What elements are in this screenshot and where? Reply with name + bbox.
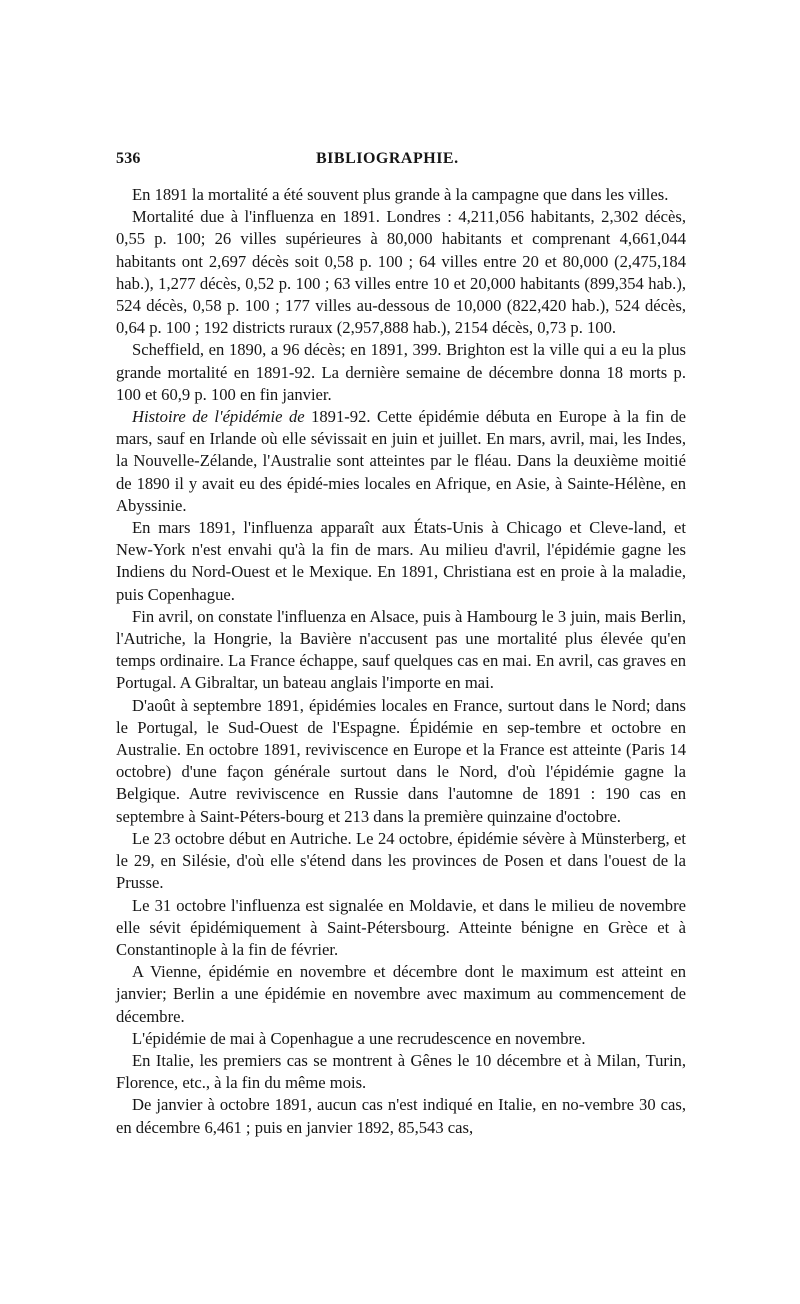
book-page	[116, 150, 686, 1139]
paragraph-rural-mortality	[116, 184, 686, 206]
paragraph-text: En Italie, les premiers cas se montrent à Gênes le 10 décembre et à Milan, Turin, Florence, etc., à la fin du même mois.	[116, 1050, 686, 1093]
paragraph-text: 1891-92. Cette épidémie débuta en Europe à la fin de mars, sauf en Irlande où elle sévissait en juin et juillet. En mars, avril, mai, les Indes, la Nouvelle-Zélande, l'Australie sont atteintes par le fléau. Dans la deuxième moitié de 1890 il y avait eu des épidé-mies locales en Afrique, en Asie, à Sainte-Hélène, en Abyssinie.	[116, 407, 686, 515]
running-header	[116, 150, 686, 176]
paragraph-italy-first-cases	[116, 1050, 686, 1094]
paragraph-text: En 1891 la mortalité a été souvent plus grande à la campagne que dans les villes.	[132, 185, 669, 204]
paragraph-text: L'épidémie de mai à Copenhague a une recrudescence en novembre.	[132, 1028, 586, 1048]
paragraph-text: A Vienne, épidémie en novembre et décembre dont le maximum est atteint en janvier; Berlin a une épidémie en novembre avec maximum au commencement de décembre.	[116, 962, 686, 1026]
paragraph-influenza-mortality-stats	[116, 206, 686, 339]
paragraph-moldavia	[116, 895, 686, 962]
paragraph-austria-silesia	[116, 828, 686, 895]
paragraph-text: Le 31 octobre l'influenza est signalée en Moldavie, et dans le milieu de novembre elle sévit épidémiquement à Saint-Pétersbourg. Atteinte bénigne en Grèce et à Constantinople à la fin de février.	[116, 895, 686, 959]
paragraph-text: Scheffield, en 1890, a 96 décès; en 1891, 399. Brighton est la ville qui a eu la plus grande mortalité en 1891-92. La dernière semaine de décembre donna 18 morts p. 100 et 60,9 p. 100 en fin janvier.	[116, 340, 686, 404]
paragraph-august-september	[116, 695, 686, 828]
paragraph-vienna-berlin	[116, 961, 686, 1028]
paragraph-epidemic-history	[116, 406, 686, 517]
paragraph-united-states	[116, 517, 686, 606]
paragraph-italy-counts	[116, 1094, 686, 1138]
paragraph-text: Fin avril, on constate l'influenza en Alsace, puis à Hambourg le 3 juin, mais Berlin, l'Autriche, la Hongrie, la Bavière n'accusent pas une mortalité plus élevée qu'en temps ordinaire. La France échappe, sauf quelques cas en mai. En avril, cas graves en Portugal. A Gibraltar, un bateau anglais l'importe en mai.	[116, 606, 686, 693]
paragraph-text: D'août à septembre 1891, épidémies locales en France, surtout dans le Nord; dans le Portugal, le Sud-Ouest de l'Espagne. Épidémie en sep-tembre et octobre en Australie. En octobre 1891, reviviscence en Europe et la France est atteinte (Paris 14 octobre) d'une façon générale surtout dans le Nord, d'où l'épidémie gagne la Belgique. Autre reviviscence en Russie dans l'automne de 1891 : 190 cas en septembre à Saint-Péters-bourg et 213 dans la première quinzaine d'octobre.	[116, 695, 686, 826]
running-title: BIBLIOGRAPHIE.	[316, 150, 459, 167]
paragraph-text: Le 23 octobre début en Autriche. Le 24 octobre, épidémie sévère à Münsterberg, et le 29, en Silésie, d'où elle s'étend dans les provinces de Posen et dans l'ouest de la Prusse.	[116, 828, 686, 893]
paragraph-alsace-hamburg	[116, 606, 686, 695]
paragraph-text: En mars 1891, l'influenza apparaît aux États-Unis à Chicago et Cleve-land, et New-York n'est envahi qu'à la fin de mars. Au milieu d'avril, l'épidémie gagne les Indiens du Nord-Ouest et le Mexique. En 1891, Christiana est en proie à la maladie, puis Copenhague.	[116, 518, 686, 604]
page-number: 536	[116, 150, 141, 167]
paragraph-text: Mortalité due à l'influenza en 1891. Londres : 4,211,056 habitants, 2,302 décès, 0,55 p. 100; 26 villes supérieures à 80,000 habitants et comprenant 4,661,044 habitants ont 2,697 décès soit 0,58 p. 100 ; 64 villes entre 20 et 80,000 (2,475,184 hab.), 1,277 décès, 0,52 p. 100 ; 63 villes entre 10 et 20,000 habitants (899,354 hab.), 524 décès, 0,58 p. 100 ; 177 villes au-dessous de 10,000 (822,420 hab.), 524 décès, 0,64 p. 100 ; 192 districts ruraux (2,957,888 hab.), 2154 décès, 0,73 p. 100.	[116, 207, 686, 338]
paragraph-text: De janvier à octobre 1891, aucun cas n'est indiqué en Italie, en no-vembre 30 cas, en décembre 6,461 ; puis en janvier 1892, 85,543 cas,	[116, 1095, 686, 1137]
paragraph-sheffield-brighton	[116, 339, 686, 406]
body-text	[116, 184, 686, 1139]
section-title-italic: Histoire de l'épidémie de	[132, 407, 305, 427]
paragraph-copenhagen	[116, 1028, 686, 1050]
